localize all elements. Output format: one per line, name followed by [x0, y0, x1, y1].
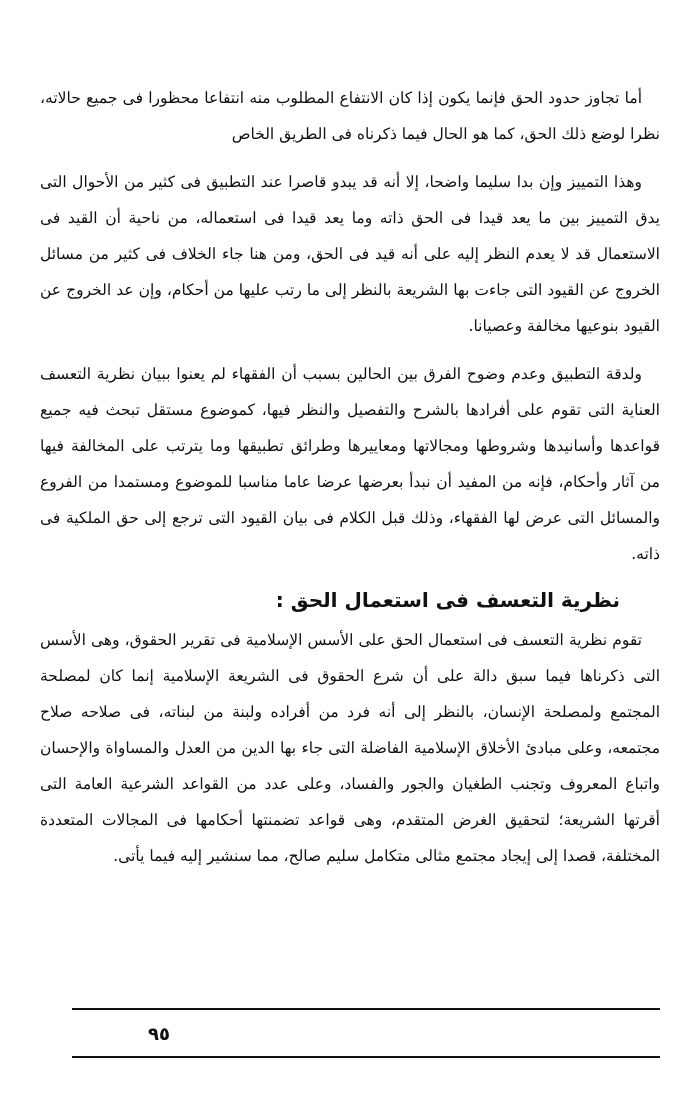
footer-rule-top	[72, 1008, 660, 1010]
footer-rule-bottom	[72, 1056, 660, 1058]
paragraph-3: ولدقة التطبيق وعدم وضوح الفرق بين الحالين بسبب أن الفقهاء لم يعنوا ببيان نظرية التعسف العناية التى تقوم على أفرادها بالشرح والتفصيل والنظر فيها، كموضوع مستقل تبحث فيه جميع قواعدها وأسانيدها وشروطها ومجالاتها ومعاييرها وطرائق تطبيقها وما يترتب على المخالفة فيها من آثار وأحكام، فإنه من المفيد أن نبدأ بعرضها عرضا عاما مناسبا للموضوع ومستمدا من الفروع والمسائل التى عرض لها الفقهاء، وذلك قبل الكلام فى بيان القيود التى ترجع إلى حق الملكية فى ذاته.	[40, 365, 660, 563]
page-number: ٩٥	[148, 1024, 170, 1045]
paragraph-2: وهذا التمييز وإن بدا سليما واضحا، إلا أنه قد يبدو قاصرا عند التطبيق فى كثير من الأحوال التى يدق التمييز بين ما يعد قيدا فى الحق ذاته وما يعد قيدا فى استعماله، من ناحية أن القيد فى الاستعمال قد لا يعدم النظر إليه على أنه قيد فى الحق، ومن هنا جاء الخلاف فى كثير من مسائل الخروج عن القيود التى جاءت بها الشريعة بالنظر إلى ما رتب عليها من أحكام، وإن عد الخروج عن القيود بنوعيها مخالفة وعصيانا.	[40, 173, 660, 335]
paragraph-4: تقوم نظرية التعسف فى استعمال الحق على الأسس الإسلامية فى تقرير الحقوق، وهى الأسس التى ذكرناها فيما سبق دالة على أن شرع الحقوق فى الشريعة الإسلامية إنما كان لمصلحة المجتمع ولمصلحة الإنسان، بالنظر إلى أنه فرد من أفراده ولبنة من لبناته، فى صلاحه صلاح مجتمعه، وعلى مبادئ الأخلاق الإسلامية الفاضلة التى جاء بها الدين من العدل والمساواة والإحسان واتباع المعروف وتجنب الطغيان والجور والفساد، وعلى عدد من القواعد الشرعية العامة التى أقرتها الشريعة؛ لتحقيق الغرض المتقدم، وهى قواعد تضمنتها أحكامها فى المجالات المتعددة المختلفة، قصدا إلى إيجاد مجتمع مثالى متكامل سليم صالح، مما سنشير إليه فيما يأتى.	[40, 631, 660, 865]
section-heading: نظرية التعسف فى استعمال الحق :	[275, 588, 620, 612]
page-body	[40, 80, 660, 874]
paragraph-1: أما تجاوز حدود الحق فإنما يكون إذا كان الانتفاع المطلوب منه انتفاعا محظورا فى جميع حالاته، نظرا لوضع ذلك الحق، كما هو الحال فيما ذكرناه فى الطريق الخاص	[40, 89, 660, 143]
